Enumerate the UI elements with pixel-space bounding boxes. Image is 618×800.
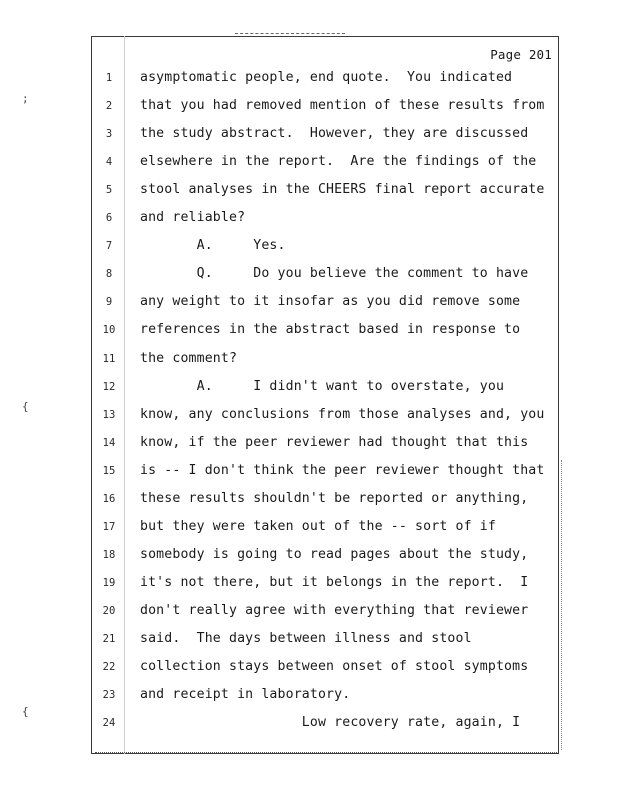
transcript-line-text: stool analyses in the CHEERS final report accurate	[140, 182, 545, 198]
line-number: 14	[102, 436, 116, 449]
transcript-line-text: don't really agree with everything that reviewer	[140, 602, 529, 618]
line-number: 21	[102, 633, 116, 645]
transcript-line-text: that you had removed mention of these results from	[140, 98, 545, 114]
scan-speck-mark: ;	[22, 92, 29, 105]
transcript-line-text: know, any conclusions from those analyses and, you	[140, 406, 545, 422]
line-number: 9	[105, 296, 113, 309]
line-number: 8	[105, 268, 113, 281]
transcript-line-text: any weight to it insofar as you did remove some	[140, 294, 521, 310]
line-number: 6	[105, 212, 113, 225]
transcript-line-text: somebody is going to read pages about the study,	[140, 546, 529, 562]
transcript-line-text: A. I didn't want to overstate, you	[140, 378, 505, 394]
line-number: 16	[102, 492, 116, 505]
line-number: 3	[105, 128, 113, 141]
transcript-line-text: asymptomatic people, end quote. You indicated	[140, 70, 513, 85]
line-number: 5	[105, 184, 113, 197]
transcript-line-text: A. Yes.	[140, 238, 286, 254]
line-number-margin-rule	[124, 36, 125, 754]
transcript-line-text: Low recovery rate, again, I	[140, 715, 521, 731]
transcript-line-text: these results shouldn't be reported or anything,	[140, 490, 529, 506]
transcript-line-text: is -- I don't think the peer reviewer thought that	[140, 462, 545, 478]
transcript-line-text: it's not there, but it belongs in the report. I	[140, 574, 529, 590]
line-number: 15	[102, 464, 116, 477]
line-number: 13	[102, 408, 116, 421]
transcript-line-text: references in the abstract based in response to	[140, 322, 521, 338]
transcript-line-text: said. The days between illness and stool	[140, 631, 472, 646]
transcript-line-text: but they were taken out of the -- sort of if	[140, 518, 496, 534]
scan-speck-mark: {	[22, 400, 29, 413]
transcript-line-text: elsewhere in the report. Are the findings of the	[140, 154, 537, 170]
line-number: 1	[105, 72, 113, 84]
transcript-line-text: collection stays between onset of stool symptoms	[140, 659, 529, 675]
line-number: 19	[102, 576, 116, 589]
line-number: 7	[105, 240, 113, 253]
scan-right-edge-marks	[561, 460, 564, 750]
line-number: 18	[102, 548, 116, 561]
transcript-line-text: know, if the peer reviewer had thought that this	[140, 434, 529, 450]
line-number: 4	[105, 156, 113, 169]
scan-bottom-marks	[95, 752, 557, 759]
transcript-page-frame	[91, 36, 559, 754]
line-number: 23	[102, 689, 116, 702]
line-number: 10	[102, 324, 116, 337]
line-number: 17	[102, 520, 116, 533]
line-number: 20	[102, 604, 116, 617]
line-number: 12	[102, 380, 116, 393]
transcript-line-text: Q. Do you believe the comment to have	[140, 266, 529, 282]
line-number: 2	[105, 100, 113, 113]
line-number: 24	[102, 717, 116, 730]
transcript-line-text: the study abstract. However, they are discussed	[140, 126, 529, 142]
line-number: 11	[102, 352, 116, 365]
transcript-line-text: the comment?	[140, 350, 238, 366]
line-number: 22	[102, 661, 116, 674]
transcript-line-text: and receipt in laboratory.	[140, 687, 351, 703]
transcript-line-text: and reliable?	[140, 210, 246, 226]
scan-speck-mark: {	[22, 705, 29, 718]
page-number: Page 201	[490, 47, 552, 62]
